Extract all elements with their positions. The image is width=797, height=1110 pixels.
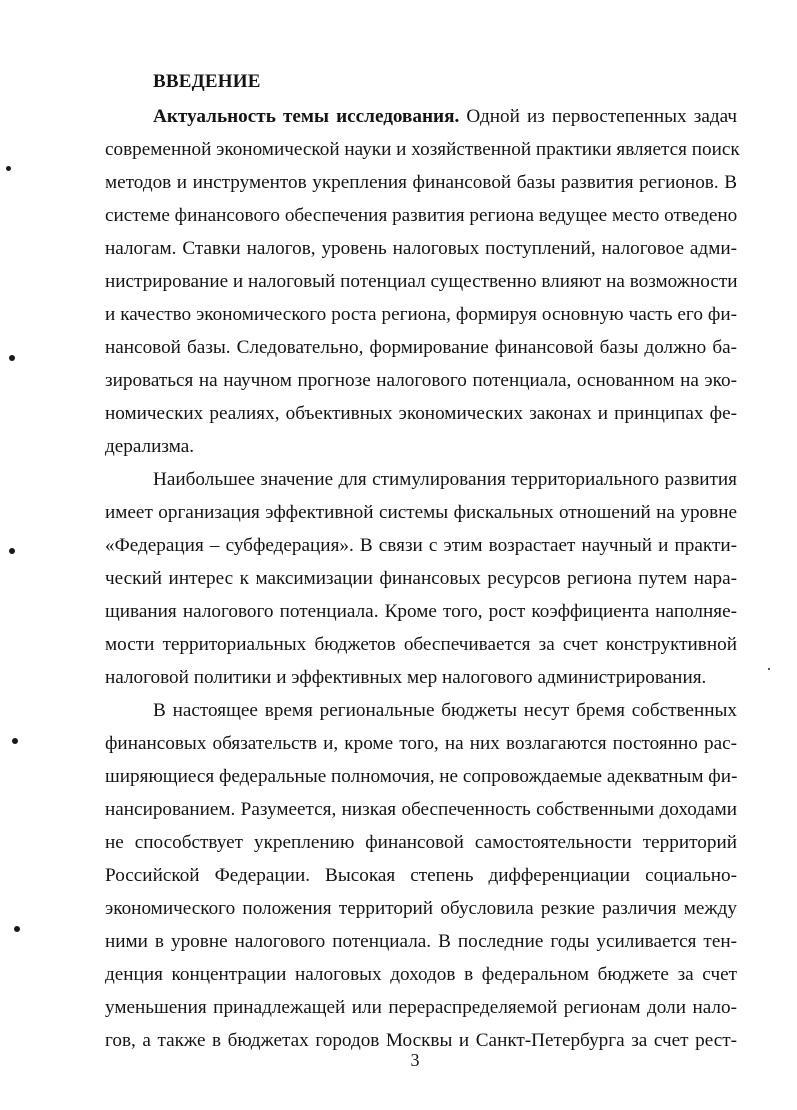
paragraph-1-line-10: номических реалиях, объективных экономических законах и принципах фе- [105, 403, 737, 424]
paragraph-1-line-1 [153, 104, 737, 130]
paragraph-1-line-11: дерализма. [105, 436, 195, 457]
paragraph-1-line-8: нансовой базы. Следовательно, формирование финансовой базы должно ба- [105, 337, 737, 358]
scan-speck [14, 926, 20, 932]
scan-speck [768, 668, 770, 670]
paragraph-2-line-1: Наибольшее значение для стимулирования территориального развития [153, 469, 737, 490]
paragraph-3-line-9: денция концентрации налоговых доходов в федеральном бюджете за счет [105, 964, 737, 985]
scan-speck [12, 738, 18, 744]
scan-speck [6, 166, 11, 171]
paragraph-3-line-6: Российской Федерации. Высокая степень дифференциации социально- [105, 865, 737, 886]
paragraph-3-line-11: гов, а также в бюджетах городов Москвы и Санкт-Петербурга за счет рест- [105, 1030, 737, 1051]
paragraph-3-line-1: В настоящее время региональные бюджеты несут бремя собственных [153, 700, 737, 721]
paragraph-3-line-4: нансированием. Разумеется, низкая обеспеченность собственными доходами [105, 799, 737, 820]
paragraph-3-line-3: ширяющиеся федеральные полномочия, не сопровождаемые адекватным фи- [105, 766, 738, 787]
paragraph-2-line-6: мости территориальных бюджетов обеспечивается за счет конструктивной [105, 634, 737, 655]
paragraph-2-line-5: щивания налогового потенциала. Кроме того, рост коэффициента наполняе- [105, 601, 737, 622]
page-number: 3 [410, 1050, 420, 1070]
paragraph-2-line-7: налоговой политики и эффективных мер налогового администрирования. [105, 667, 707, 688]
paragraph-3-line-8: ними в уровне налогового потенциала. В последние годы усиливается тен- [105, 931, 737, 952]
paragraph-1-line-3: методов и инструментов укрепления финансовой базы развития регионов. В [105, 172, 737, 193]
paragraph-1-line-9: зироваться на научном прогнозе налогового потенциала, основанном на эко- [105, 370, 737, 391]
paragraph-3-line-7: экономического положения территорий обусловила резкие различия между [105, 898, 737, 919]
paragraph-2-line-3: «Федерация – субфедерация». В связи с этим возрастает научный и практи- [105, 535, 737, 556]
paragraph-3-line-2: финансовых обязательств и, кроме того, на них возлагаются постоянно рас- [105, 733, 737, 754]
paragraph-1-line-4: системе финансового обеспечения развития региона ведущее место отведено [105, 205, 738, 226]
scan-speck [9, 548, 15, 554]
paragraph-1-line-7: и качество экономического роста региона, формируя основную часть его фи- [105, 304, 737, 325]
paragraph-1-line-5: налогам. Ставки налогов, уровень налоговых поступлений, налоговое адми- [105, 238, 737, 259]
paragraph-1-first-rest: Одной из первостепенных задач [459, 106, 738, 127]
scan-speck [9, 355, 15, 361]
paragraph-2-line-2: имеет организация эффективной системы фискальных отношений на уровне [105, 502, 737, 523]
paragraph-1-line-2: современной экономической науки и хозяйственной практики является поиск [105, 139, 740, 160]
paragraph-2-line-4: ческий интерес к максимизации финансовых ресурсов региона путем нара- [105, 568, 737, 589]
paragraph-3-line-10: уменьшения принадлежащей или перераспределяемой регионам доли нало- [105, 997, 737, 1018]
section-heading: ВВЕДЕНИЕ [153, 71, 261, 92]
paragraph-3-line-5: не способствует укреплению финансовой самостоятельности территорий [105, 832, 737, 853]
paragraph-1-lead: Актуальность темы исследования. [153, 106, 460, 127]
paragraph-1-line-6: нистрирование и налоговый потенциал существенно влияют на возможности [105, 271, 738, 292]
